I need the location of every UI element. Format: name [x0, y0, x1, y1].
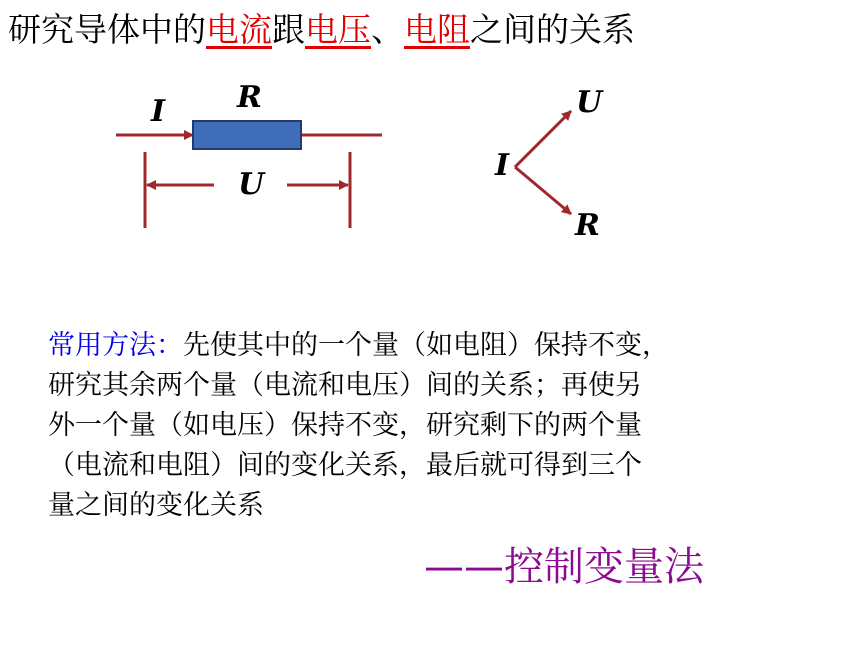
title-highlight-resistance: 电阻 [404, 10, 470, 49]
title-highlight-current: 电流 [206, 10, 272, 49]
title-text-1: 研究导体中的 [8, 10, 206, 49]
current-label: I [151, 94, 166, 129]
method-line-4: （电流和电阻）间的变化关系，最后就可得到三个 [48, 450, 642, 481]
title-text-2: 跟 [272, 10, 305, 49]
method-name: ——控制变量法 [424, 544, 704, 590]
method-line-2: 研究其余两个量（电流和电压）间的关系；再使另 [48, 370, 642, 401]
voltage-label: U [238, 167, 265, 202]
method-line-1-text: 先使其中的一个量（如电阻）保持不变， [183, 330, 669, 361]
relation-lower-label: R [575, 208, 600, 243]
relation-center-label: I [495, 148, 510, 183]
resistor [193, 121, 301, 149]
resistor-label: R [237, 80, 262, 115]
relation-upper-label: U [576, 85, 603, 120]
method-line-1 [48, 326, 818, 366]
method-line-3: 外一个量（如电压）保持不变，研究剩下的两个量 [48, 410, 642, 441]
relation-arrow-up [515, 111, 571, 167]
method-line-5: 量之间的变化关系 [48, 490, 264, 521]
title-text-3: 、 [371, 10, 404, 49]
method-lead: 常用方法： [48, 330, 183, 361]
relation-arrow-down [515, 167, 571, 214]
title-text-4: 之间的关系 [470, 10, 635, 49]
method-paragraph [48, 326, 818, 526]
title-highlight-voltage: 电压 [305, 10, 371, 49]
